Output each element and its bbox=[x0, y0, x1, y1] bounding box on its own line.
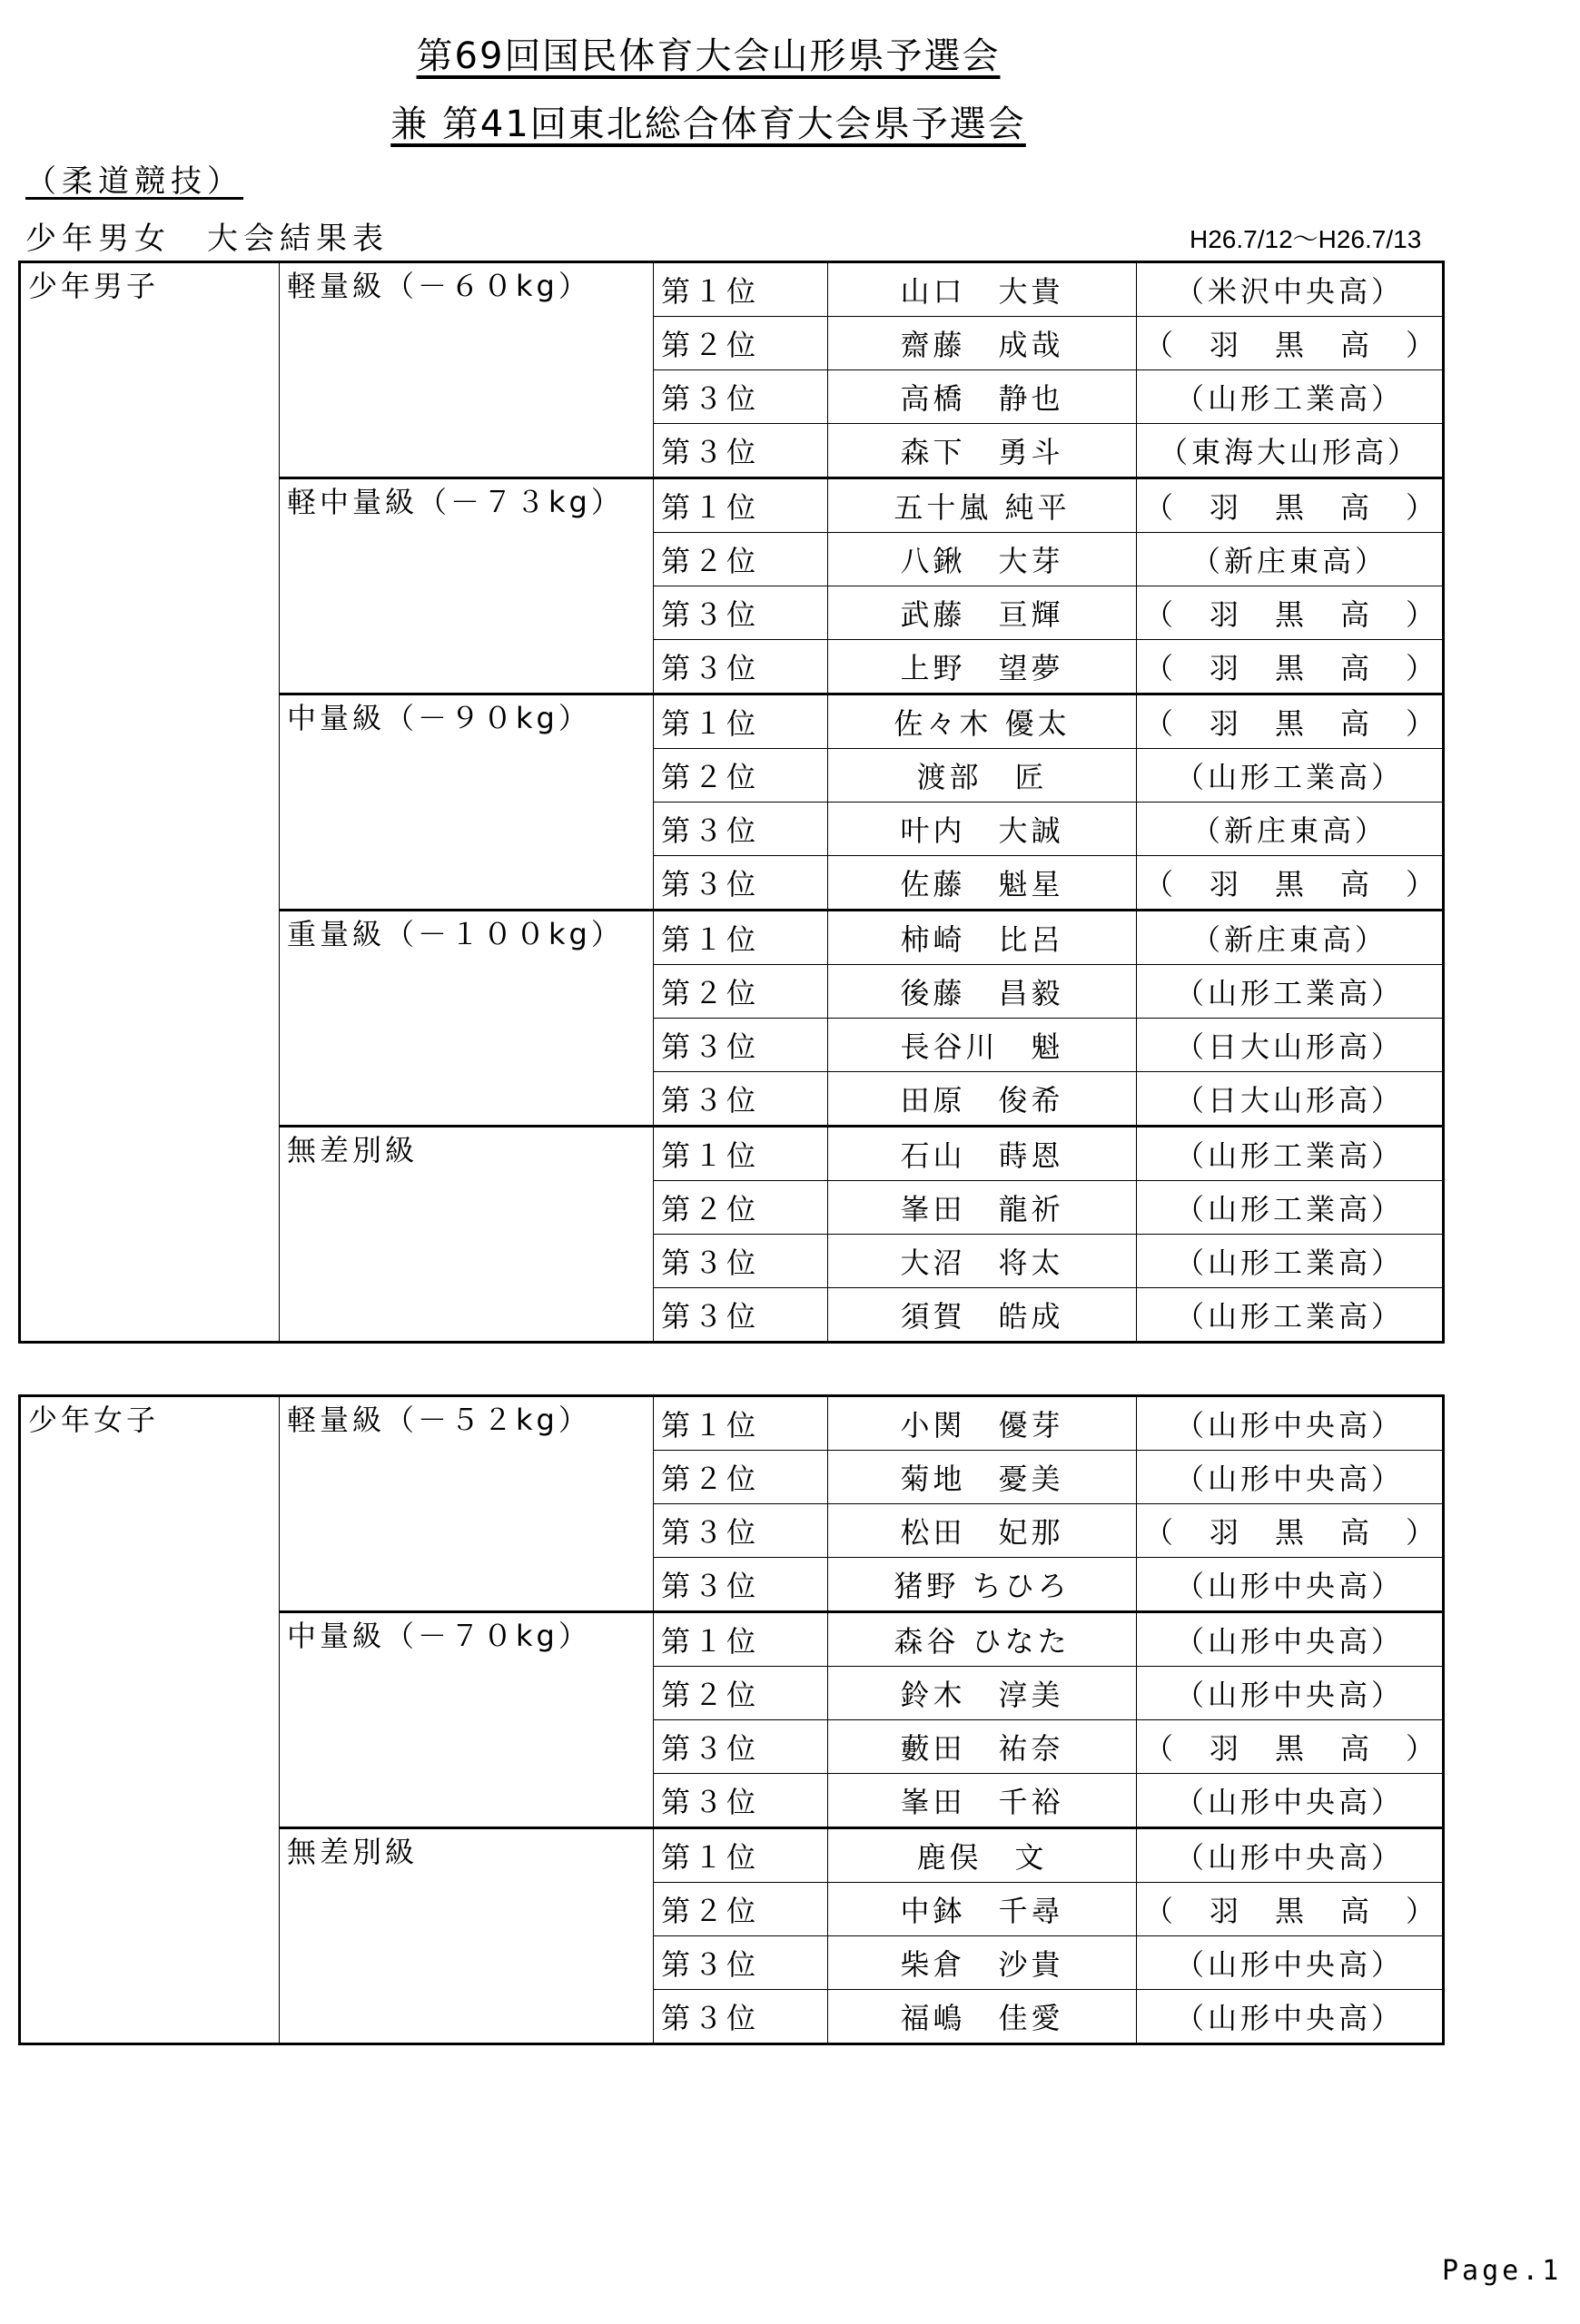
school-name: （山形中央高） bbox=[1137, 1667, 1444, 1720]
school-name: （山形中央高） bbox=[1137, 1612, 1444, 1667]
athlete-name: 田原 俊希 bbox=[828, 1072, 1137, 1127]
place-cell: 第３位 bbox=[654, 1072, 828, 1127]
place-cell: 第１位 bbox=[654, 478, 828, 533]
place-cell: 第２位 bbox=[654, 533, 828, 586]
girls-results-body bbox=[20, 1396, 1444, 2044]
place-cell: 第１位 bbox=[654, 1612, 828, 1667]
school-name: （山形工業高） bbox=[1137, 965, 1444, 1019]
result-row bbox=[20, 262, 1444, 317]
school-name: （山形工業高） bbox=[1137, 1127, 1444, 1181]
result-row bbox=[20, 1396, 1444, 1451]
school-name: （山形中央高） bbox=[1137, 1396, 1444, 1451]
place-cell: 第１位 bbox=[654, 1127, 828, 1181]
school-name: （山形中央高） bbox=[1137, 1936, 1444, 1990]
athlete-name: 大沼 将太 bbox=[828, 1235, 1137, 1288]
athlete-name: 高橋 静也 bbox=[828, 370, 1137, 424]
school-name: （山形工業高） bbox=[1137, 1288, 1444, 1343]
athlete-name: 小関 優芽 bbox=[828, 1396, 1137, 1451]
place-cell: 第２位 bbox=[654, 749, 828, 803]
athlete-name: 鈴木 淳美 bbox=[828, 1667, 1137, 1720]
place-cell: 第１位 bbox=[654, 911, 828, 965]
boys-results-body bbox=[20, 262, 1444, 1343]
place-cell: 第３位 bbox=[654, 1235, 828, 1288]
place-cell: 第１位 bbox=[654, 1396, 828, 1451]
weight-class: 軽量級（－５２kg） bbox=[280, 1396, 654, 1612]
athlete-name: 八鍬 大芽 bbox=[828, 533, 1137, 586]
athlete-name: 峯田 龍祈 bbox=[828, 1181, 1137, 1235]
school-name: （ 羽 黒 高 ） bbox=[1137, 317, 1444, 370]
place-cell: 第３位 bbox=[654, 1720, 828, 1774]
place-cell: 第３位 bbox=[654, 856, 828, 911]
place-cell: 第３位 bbox=[654, 803, 828, 856]
place-cell: 第３位 bbox=[654, 370, 828, 424]
place-cell: 第３位 bbox=[654, 640, 828, 694]
athlete-name: 中鉢 千尋 bbox=[828, 1883, 1137, 1936]
school-name: （ 羽 黒 高 ） bbox=[1137, 586, 1444, 640]
athlete-name: 鹿俣 文 bbox=[828, 1828, 1137, 1883]
place-cell: 第３位 bbox=[654, 424, 828, 478]
event-dates: H26.7/12～H26.7/13 bbox=[1190, 225, 1422, 253]
school-name: （山形工業高） bbox=[1137, 370, 1444, 424]
school-name: （山形中央高） bbox=[1137, 1774, 1444, 1828]
school-name: （山形中央高） bbox=[1137, 1451, 1444, 1504]
place-cell: 第２位 bbox=[654, 1883, 828, 1936]
school-name: （日大山形高） bbox=[1137, 1019, 1444, 1072]
place-cell: 第３位 bbox=[654, 1990, 828, 2044]
place-cell: 第３位 bbox=[654, 1288, 828, 1343]
school-name: （山形中央高） bbox=[1137, 1558, 1444, 1612]
school-name: （ 羽 黒 高 ） bbox=[1137, 478, 1444, 533]
school-name: （山形中央高） bbox=[1137, 1828, 1444, 1883]
place-cell: 第２位 bbox=[654, 1181, 828, 1235]
weight-class: 中量級（－９０kg） bbox=[280, 694, 654, 911]
place-cell: 第２位 bbox=[654, 965, 828, 1019]
weight-class: 無差別級 bbox=[280, 1828, 654, 2044]
place-cell: 第３位 bbox=[654, 586, 828, 640]
school-name: （ 羽 黒 高 ） bbox=[1137, 1883, 1444, 1936]
place-cell: 第３位 bbox=[654, 1936, 828, 1990]
athlete-name: 渡部 匠 bbox=[828, 749, 1137, 803]
athlete-name: 柿崎 比呂 bbox=[828, 911, 1137, 965]
page-number: Page.1 bbox=[1442, 2255, 1563, 2287]
athlete-name: 武藤 亘輝 bbox=[828, 586, 1137, 640]
school-name: （日大山形高） bbox=[1137, 1072, 1444, 1127]
school-name: （山形中央高） bbox=[1137, 1990, 1444, 2044]
gender-category: 少年男子 bbox=[20, 262, 280, 1343]
athlete-name: 後藤 昌毅 bbox=[828, 965, 1137, 1019]
athlete-name: 松田 妃那 bbox=[828, 1504, 1137, 1558]
athlete-name: 上野 望夢 bbox=[828, 640, 1137, 694]
athlete-name: 峯田 千裕 bbox=[828, 1774, 1137, 1828]
boys-results-table bbox=[18, 261, 1445, 1344]
school-name: （新庄東高） bbox=[1137, 911, 1444, 965]
athlete-name: 福嶋 佳愛 bbox=[828, 1990, 1137, 2044]
weight-class: 軽中量級（－７３kg） bbox=[280, 478, 654, 694]
place-cell: 第２位 bbox=[654, 1667, 828, 1720]
athlete-name: 叶内 大誠 bbox=[828, 803, 1137, 856]
gender-category: 少年女子 bbox=[20, 1396, 280, 2044]
school-name: （ 羽 黒 高 ） bbox=[1137, 1504, 1444, 1558]
school-name: （東海大山形高） bbox=[1137, 424, 1444, 478]
athlete-name: 柴倉 沙貴 bbox=[828, 1936, 1137, 1990]
school-name: （山形工業高） bbox=[1137, 749, 1444, 803]
weight-class: 中量級（－７０kg） bbox=[280, 1612, 654, 1828]
athlete-name: 森谷 ひなた bbox=[828, 1612, 1137, 1667]
school-name: （新庄東高） bbox=[1137, 533, 1444, 586]
school-name: （ 羽 黒 高 ） bbox=[1137, 640, 1444, 694]
school-name: （山形工業高） bbox=[1137, 1235, 1444, 1288]
place-cell: 第２位 bbox=[654, 1451, 828, 1504]
place-cell: 第１位 bbox=[654, 694, 828, 749]
title-line-2: 兼 第41回東北総合体育大会県予選会 bbox=[390, 103, 1026, 145]
athlete-name: 五十嵐 純平 bbox=[828, 478, 1137, 533]
athlete-name: 森下 勇斗 bbox=[828, 424, 1137, 478]
athlete-name: 猪野 ちひろ bbox=[828, 1558, 1137, 1612]
place-cell: 第２位 bbox=[654, 317, 828, 370]
athlete-name: 須賀 皓成 bbox=[828, 1288, 1137, 1343]
title-line-1: 第69回国民体育大会山形県予選会 bbox=[416, 35, 1001, 77]
school-name: （新庄東高） bbox=[1137, 803, 1444, 856]
athlete-name: 長谷川 魁 bbox=[828, 1019, 1137, 1072]
weight-class: 軽量級（－６０kg） bbox=[280, 262, 654, 478]
weight-class: 重量級（－１００kg） bbox=[280, 911, 654, 1127]
girls-results-table bbox=[18, 1394, 1445, 2045]
place-cell: 第１位 bbox=[654, 262, 828, 317]
weight-class: 無差別級 bbox=[280, 1127, 654, 1343]
place-cell: 第１位 bbox=[654, 1828, 828, 1883]
school-name: （ 羽 黒 高 ） bbox=[1137, 856, 1444, 911]
place-cell: 第３位 bbox=[654, 1504, 828, 1558]
athlete-name: 山口 大貴 bbox=[828, 262, 1137, 317]
place-cell: 第３位 bbox=[654, 1558, 828, 1612]
results-subtitle: 少年男女 大会結果表 bbox=[25, 221, 389, 257]
school-name: （ 羽 黒 高 ） bbox=[1137, 1720, 1444, 1774]
school-name: （ 羽 黒 高 ） bbox=[1137, 694, 1444, 749]
school-name: （山形工業高） bbox=[1137, 1181, 1444, 1235]
sport-label: （柔道競技） bbox=[25, 163, 243, 200]
athlete-name: 菊地 憂美 bbox=[828, 1451, 1137, 1504]
athlete-name: 齋藤 成哉 bbox=[828, 317, 1137, 370]
athlete-name: 佐々木 優太 bbox=[828, 694, 1137, 749]
athlete-name: 佐藤 魁星 bbox=[828, 856, 1137, 911]
school-name: （米沢中央高） bbox=[1137, 262, 1444, 317]
athlete-name: 石山 蒔恩 bbox=[828, 1127, 1137, 1181]
athlete-name: 藪田 祐奈 bbox=[828, 1720, 1137, 1774]
place-cell: 第３位 bbox=[654, 1774, 828, 1828]
place-cell: 第３位 bbox=[654, 1019, 828, 1072]
